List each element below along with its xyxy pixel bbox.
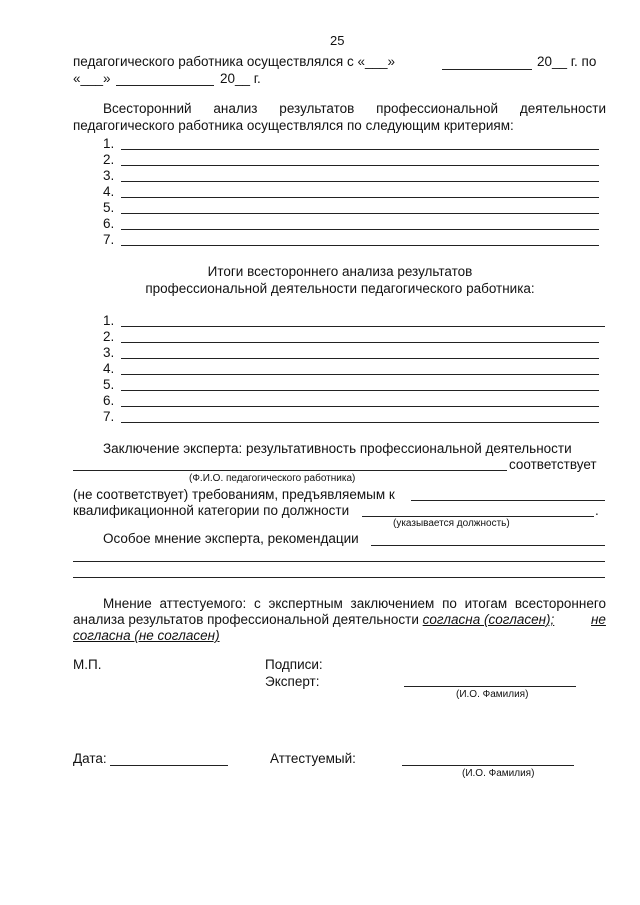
criteria-item-number: 4. — [103, 184, 115, 199]
results-item-blank[interactable] — [121, 358, 599, 359]
option-agree[interactable]: согласна (согласен); — [422, 612, 555, 627]
results-item-blank[interactable] — [121, 342, 599, 343]
expert-opinion-blank[interactable] — [371, 545, 605, 546]
expert-label: Эксперт: — [265, 674, 320, 689]
date-label: Дата: — [73, 751, 107, 766]
criteria-item-number: 7. — [103, 232, 115, 247]
conclusion-line1: Заключение эксперта: результативность профессиональной деятельности — [103, 441, 572, 456]
conclusion-period: . — [595, 503, 599, 518]
signatures-label: Подписи: — [265, 657, 323, 672]
results-item-blank[interactable] — [121, 374, 599, 375]
criteria-item-number: 6. — [103, 216, 115, 231]
position-caption: (указывается должность) — [393, 518, 510, 529]
results-item-blank[interactable] — [121, 422, 599, 423]
date-blank[interactable] — [110, 765, 228, 766]
criteria-intro-line1: Всесторонний анализ результатов профессиональной деятельности — [103, 101, 606, 116]
expert-signature-blank[interactable] — [404, 686, 576, 687]
results-heading-line1: Итоги всестороннего анализа результатов — [207, 264, 473, 279]
results-item-blank[interactable] — [121, 390, 599, 391]
results-item-blank[interactable] — [121, 326, 605, 327]
criteria-item-number: 3. — [103, 168, 115, 183]
results-item-number: 7. — [103, 409, 115, 424]
attested-name-caption: (И.О. Фамилия) — [462, 768, 535, 779]
attested-signature-blank[interactable] — [402, 765, 574, 766]
attested-opinion-line1: Мнение аттестуемого: с экспертным заключением по итогам всестороннего — [103, 596, 606, 611]
criteria-item-number: 2. — [103, 152, 115, 167]
position-blank[interactable] — [362, 516, 594, 517]
period-line2-day: «___» — [73, 71, 111, 86]
period-end-date-blank[interactable] — [442, 69, 532, 70]
expert-name-caption: (И.О. Фамилия) — [456, 689, 529, 700]
period-line1-year: 20__ г. по — [537, 54, 597, 69]
period-line2-month-blank[interactable] — [116, 85, 214, 86]
expert-opinion-label: Особое мнение эксперта, рекомендации — [103, 531, 359, 546]
option-disagree-part1[interactable]: не — [591, 612, 606, 627]
seal-mark: М.П. — [73, 657, 102, 672]
expert-opinion-blank-2[interactable] — [73, 561, 605, 562]
results-heading-line2: профессиональной деятельности педагогического работника: — [145, 281, 535, 296]
criteria-item-blank[interactable] — [121, 229, 599, 230]
conclusion-line3: (не соответствует) требованиям, предъявляемым к — [73, 487, 395, 502]
results-item-number: 4. — [103, 361, 115, 376]
criteria-item-blank[interactable] — [121, 245, 599, 246]
criteria-item-number: 1. — [103, 136, 115, 151]
attested-opinion-line2 — [73, 612, 554, 628]
criteria-intro-line2: педагогического работника осуществлялся по следующим критериям: — [73, 118, 514, 133]
expert-opinion-blank-3[interactable] — [73, 577, 605, 578]
criteria-item-blank[interactable] — [121, 149, 599, 150]
results-item-number: 5. — [103, 377, 115, 392]
page-number: 25 — [330, 33, 345, 48]
teacher-fio-caption: (Ф.И.О. педагогического работника) — [189, 473, 356, 484]
conclusion-line4: квалификационной категории по должности — [73, 503, 350, 518]
category-blank[interactable] — [411, 500, 605, 501]
attested-label: Аттестуемый: — [270, 751, 356, 766]
criteria-item-blank[interactable] — [121, 181, 599, 182]
period-line2-year: 20__ г. — [220, 71, 261, 86]
results-item-number: 1. — [103, 313, 115, 328]
option-disagree-part2[interactable]: согласна (не согласен) — [73, 628, 220, 643]
attested-opinion-text: анализа результатов профессиональной деятельности — [73, 612, 419, 627]
results-item-blank[interactable] — [121, 406, 599, 407]
criteria-item-blank[interactable] — [121, 165, 599, 166]
results-item-number: 6. — [103, 393, 115, 408]
period-line1-text: педагогического работника осуществлялся с «___» — [73, 54, 396, 69]
criteria-item-number: 5. — [103, 200, 115, 215]
teacher-fio-blank[interactable] — [73, 470, 507, 471]
conclusion-complies: соответствует — [509, 457, 597, 472]
criteria-item-blank[interactable] — [121, 213, 599, 214]
criteria-item-blank[interactable] — [121, 197, 599, 198]
results-item-number: 2. — [103, 329, 115, 344]
results-item-number: 3. — [103, 345, 115, 360]
